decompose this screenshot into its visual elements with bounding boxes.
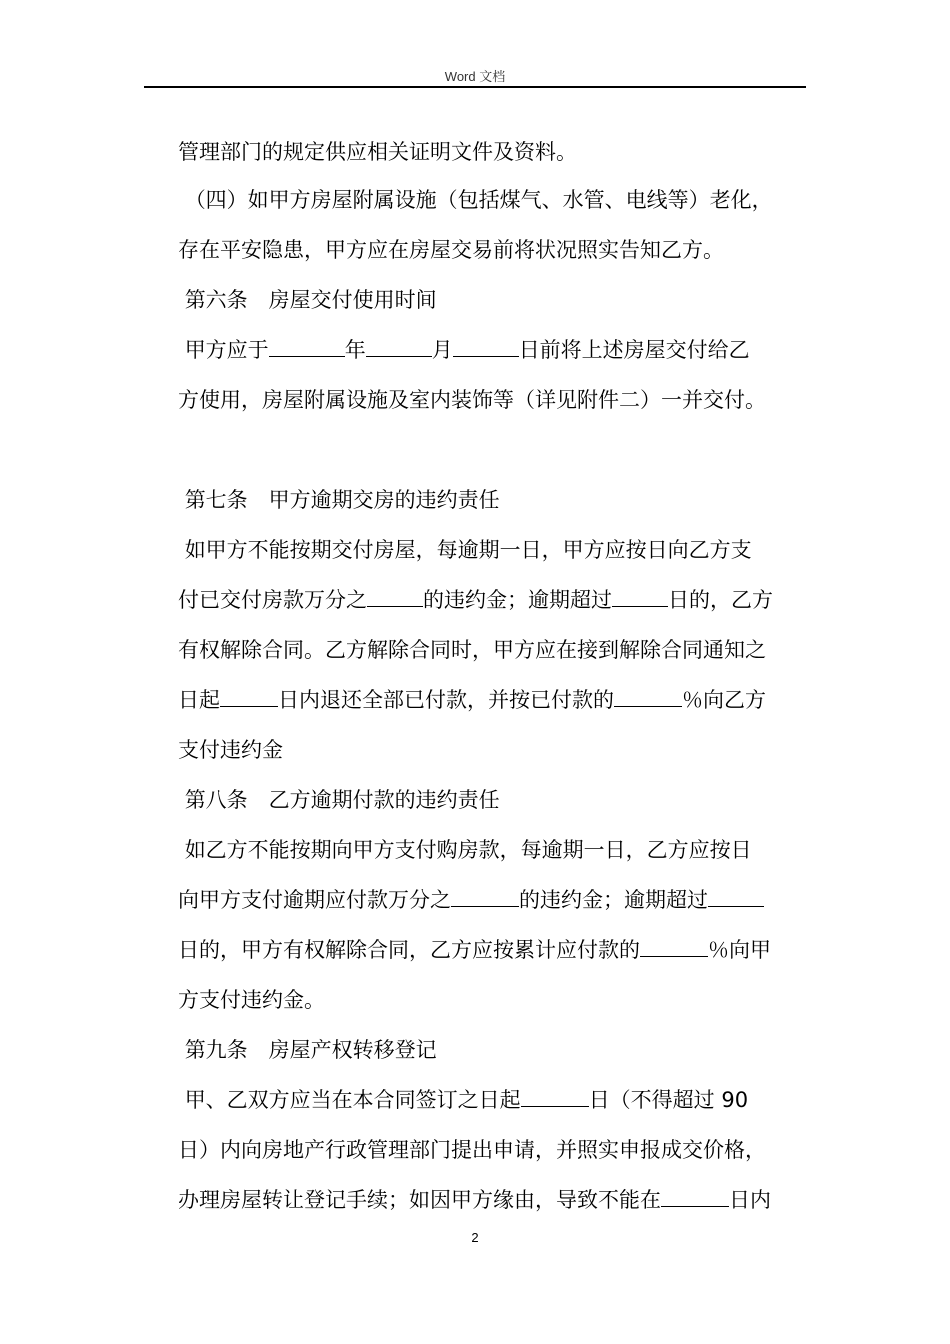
- text-line: 方使用，房屋附属设施及室内装饰等（详见附件二）一并交付。: [178, 388, 766, 412]
- text-line: [178, 185, 818, 215]
- fill-blank: [614, 686, 682, 707]
- text-segment: 月: [431, 338, 453, 362]
- text-segment: 甲方应于: [184, 338, 269, 362]
- text-line: 方支付违约金。: [178, 988, 325, 1012]
- fill-blank: [269, 336, 345, 357]
- fill-blank: [640, 936, 708, 957]
- text-line: [178, 1085, 818, 1115]
- text-segment: 付已交付房款万分之: [178, 588, 367, 612]
- fill-blank: [220, 686, 278, 707]
- text-line: [178, 685, 818, 715]
- text-segment: ％向乙方: [682, 688, 766, 712]
- text-line: [178, 585, 818, 615]
- text-segment: 日内: [729, 1188, 771, 1212]
- fill-blank: [366, 336, 432, 357]
- text-segment: 日（不得超过 90: [588, 1088, 749, 1112]
- fill-blank: [708, 886, 764, 907]
- text-line: 管理部门的规定供应相关证明文件及资料。: [178, 140, 577, 164]
- article-heading-text: 第七条 甲方逾期交房的违约责任: [184, 488, 500, 512]
- fill-blank: [661, 1186, 729, 1207]
- fill-blank: [612, 586, 668, 607]
- text-line: [178, 835, 818, 865]
- text-segment: ％向甲: [708, 938, 771, 962]
- article-heading: [178, 1035, 818, 1065]
- text-segment: 日的，乙方: [668, 588, 773, 612]
- text-line: 有权解除合同。乙方解除合同时，甲方应在接到解除合同通知之: [178, 638, 766, 662]
- article-heading: [178, 785, 818, 815]
- fill-blank: [367, 586, 423, 607]
- text-segment: （四）如甲方房屋附属设施（包括煤气、水管、电线等）老化，: [184, 188, 773, 212]
- text-line: [178, 1185, 818, 1215]
- text-segment: 办理房屋转让登记手续；如因甲方缘由，导致不能在: [178, 1188, 661, 1212]
- text-segment: 日起: [178, 688, 220, 712]
- page-number: 2: [471, 1230, 479, 1245]
- text-segment: 向甲方支付逾期应付款万分之: [178, 888, 451, 912]
- fill-blank: [453, 336, 519, 357]
- text-line: [178, 535, 818, 565]
- fill-blank: [451, 886, 519, 907]
- page-header: Word 文档: [444, 69, 506, 84]
- article-heading-text: 第九条 房屋产权转移登记: [184, 1038, 437, 1062]
- text-line: [178, 335, 818, 365]
- article-heading-text: 第八条 乙方逾期付款的违约责任: [184, 788, 500, 812]
- text-segment: 如乙方不能按期向甲方支付购房款，每逾期一日，乙方应按日: [184, 838, 752, 862]
- text-segment: 的违约金；逾期超过: [423, 588, 612, 612]
- text-segment: 日的，甲方有权解除合同，乙方应按累计应付款的: [178, 938, 640, 962]
- header-rule: [144, 86, 806, 88]
- text-segment: 如甲方不能按期交付房屋，每逾期一日，甲方应按日向乙方支: [184, 538, 752, 562]
- text-segment: 甲、乙双方应当在本合同签订之日起: [184, 1088, 521, 1112]
- text-line: [178, 935, 818, 965]
- text-line: [178, 885, 818, 915]
- article-heading: [178, 485, 818, 515]
- text-segment: 日前将上述房屋交付给乙: [518, 338, 750, 362]
- article-heading-text: 第六条 房屋交付使用时间: [184, 288, 437, 312]
- text-segment: 的违约金；逾期超过: [519, 888, 708, 912]
- text-line: 日）内向房地产行政管理部门提出申请，并照实申报成交价格，: [178, 1138, 766, 1162]
- text-line: 支付违约金: [178, 738, 283, 762]
- fill-blank: [521, 1086, 589, 1107]
- article-heading: [178, 285, 818, 315]
- text-segment: 年: [344, 338, 366, 362]
- text-segment: 日内退还全部已付款，并按已付款的: [278, 688, 614, 712]
- text-line: 存在平安隐患，甲方应在房屋交易前将状况照实告知乙方。: [178, 238, 724, 262]
